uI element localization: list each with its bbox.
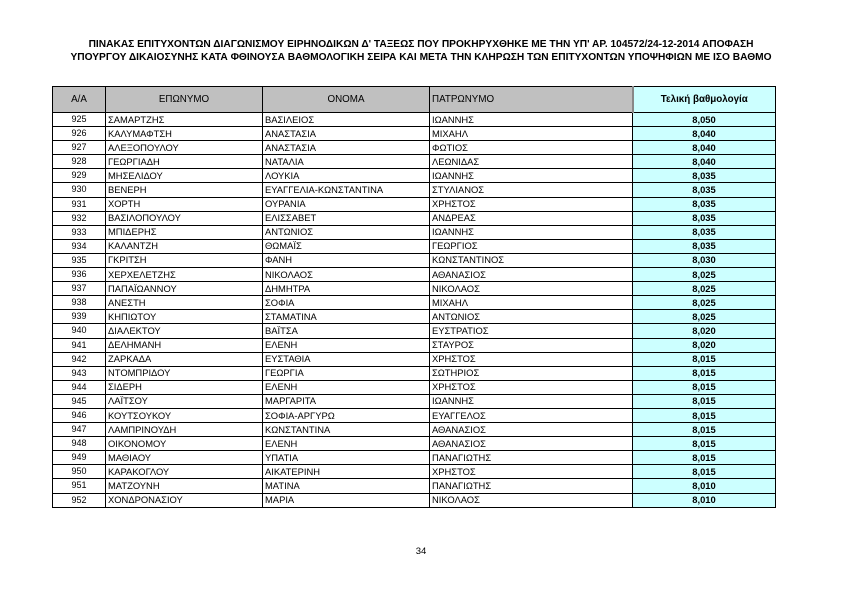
grade-cell: 8,010 — [633, 479, 776, 493]
col-header-surname: ΕΠΩΝΥΜΟ — [106, 87, 263, 113]
surname-cell: ΚΟΥΤΣΟΥΚΟΥ — [106, 408, 263, 422]
surname-cell: ΠΑΠΑΪΩΑΝΝΟΥ — [106, 282, 263, 296]
grade-cell: 8,015 — [633, 352, 776, 366]
name-cell: ΟΥΡΑΝΙΑ — [263, 197, 430, 211]
name-cell: ΒΑΣΙΛΕΙΟΣ — [263, 113, 430, 127]
table-row — [53, 296, 776, 310]
table-row — [53, 127, 776, 141]
table-row — [53, 155, 776, 169]
patronymic-cell: ΜΙΧΑΗΛ — [430, 127, 633, 141]
patronymic-cell: ΑΘΑΝΑΣΙΟΣ — [430, 268, 633, 282]
row-number: 946 — [53, 408, 106, 422]
row-number: 929 — [53, 169, 106, 183]
table-row — [53, 493, 776, 507]
table-row — [53, 183, 776, 197]
surname-cell: ΑΛΕΞΟΠΟΥΛΟΥ — [106, 141, 263, 155]
grade-cell: 8,040 — [633, 127, 776, 141]
name-cell: ΜΑΡΓΑΡΙΤΑ — [263, 394, 430, 408]
patronymic-cell: ΛΕΩΝΙΔΑΣ — [430, 155, 633, 169]
row-number: 945 — [53, 394, 106, 408]
name-cell: ΘΩΜΑΪΣ — [263, 239, 430, 253]
row-number: 950 — [53, 465, 106, 479]
row-number: 949 — [53, 451, 106, 465]
patronymic-cell: ΕΥΣΤΡΑΤΙΟΣ — [430, 324, 633, 338]
name-cell: ΛΟΥΚΙΑ — [263, 169, 430, 183]
surname-cell: ΧΟΡΤΗ — [106, 197, 263, 211]
surname-cell: ΚΑΛΑΝΤΖΗ — [106, 239, 263, 253]
grade-cell: 8,020 — [633, 324, 776, 338]
surname-cell: ΔΕΛΗΜΑΝΗ — [106, 338, 263, 352]
name-cell: ΣΟΦΙΑ-ΑΡΓΥΡΩ — [263, 408, 430, 422]
patronymic-cell: ΠΑΝΑΓΙΩΤΗΣ — [430, 451, 633, 465]
patronymic-cell: ΧΡΗΣΤΟΣ — [430, 197, 633, 211]
row-number: 934 — [53, 239, 106, 253]
grade-cell: 8,030 — [633, 253, 776, 267]
table-row — [53, 113, 776, 127]
patronymic-cell: ΙΩΑΝΝΗΣ — [430, 225, 633, 239]
name-cell: ΒΑΪΤΣΑ — [263, 324, 430, 338]
surname-cell: ΜΑΘΙΑΟΥ — [106, 451, 263, 465]
surname-cell: ΟΙΚΟΝΟΜΟΥ — [106, 437, 263, 451]
name-cell: ΕΥΣΤΑΘΙΑ — [263, 352, 430, 366]
grade-cell: 8,040 — [633, 155, 776, 169]
table-row — [53, 380, 776, 394]
name-cell: ΕΛΕΝΗ — [263, 380, 430, 394]
patronymic-cell: ΕΥΑΓΓΕΛΟΣ — [430, 408, 633, 422]
patronymic-cell: ΣΤΑΥΡΟΣ — [430, 338, 633, 352]
name-cell: ΕΛΕΝΗ — [263, 338, 430, 352]
surname-cell: ΧΟΝΔΡΟΝΑΣΙΟΥ — [106, 493, 263, 507]
row-number: 947 — [53, 423, 106, 437]
table-row — [53, 394, 776, 408]
surname-cell: ΓΚΡΙΤΣΗ — [106, 253, 263, 267]
name-cell: ΦΑΝΗ — [263, 253, 430, 267]
patronymic-cell: ΓΕΩΡΓΙΟΣ — [430, 239, 633, 253]
surname-cell: ΒΑΣΙΛΟΠΟΥΛΟΥ — [106, 211, 263, 225]
patronymic-cell: ΝΙΚΟΛΑΟΣ — [430, 493, 633, 507]
col-header-patronymic: ΠΑΤΡΩΝΥΜΟ — [430, 87, 633, 113]
name-cell: ΝΙΚΟΛΑΟΣ — [263, 268, 430, 282]
row-number: 952 — [53, 493, 106, 507]
surname-cell: ΣΙΔΕΡΗ — [106, 380, 263, 394]
grade-cell: 8,040 — [633, 141, 776, 155]
surname-cell: ΚΗΠΙΩΤΟΥ — [106, 310, 263, 324]
grade-cell: 8,015 — [633, 394, 776, 408]
document-title-line-2: ΥΠΟΥΡΓΟΥ ΔΙΚΑΙΟΣΥΝΗΣ ΚΑΤΑ ΦΘΙΝΟΥΣΑ ΒΑΘΜΟΛΟΓΙΚΗ ΣΕΙΡΑ ΚΑΙ ΜΕΤΑ ΤΗΝ ΚΛΗΡΩΣΗ ΤΩΝ ΕΠΙΤΥΧΟΝΤΩΝ ΥΠΟΨΗΦΙΩΝ ΜΕ ΙΣΟ ΒΑΘΜΟ — [70, 52, 772, 63]
grade-cell: 8,025 — [633, 282, 776, 296]
name-cell: ΜΑΡΙΑ — [263, 493, 430, 507]
name-cell: ΑΝΑΣΤΑΣΙΑ — [263, 127, 430, 141]
table-row — [53, 408, 776, 422]
table-row — [53, 338, 776, 352]
patronymic-cell: ΧΡΗΣΤΟΣ — [430, 352, 633, 366]
patronymic-cell: ΣΩΤΗΡΙΟΣ — [430, 366, 633, 380]
name-cell: ΥΠΑΤΙΑ — [263, 451, 430, 465]
row-number: 933 — [53, 225, 106, 239]
grade-cell: 8,035 — [633, 169, 776, 183]
table-row — [53, 324, 776, 338]
table-header-row — [53, 87, 776, 113]
patronymic-cell: ΠΑΝΑΓΙΩΤΗΣ — [430, 479, 633, 493]
name-cell: ΑΝΤΩΝΙΟΣ — [263, 225, 430, 239]
table-body — [53, 113, 776, 508]
row-number: 943 — [53, 366, 106, 380]
table-row — [53, 451, 776, 465]
row-number: 944 — [53, 380, 106, 394]
table-row — [53, 253, 776, 267]
patronymic-cell: ΧΡΗΣΤΟΣ — [430, 465, 633, 479]
surname-cell: ΚΑΛΥΜΑΦΤΣΗ — [106, 127, 263, 141]
name-cell: ΓΕΩΡΓΙΑ — [263, 366, 430, 380]
grade-cell: 8,015 — [633, 408, 776, 422]
table-row — [53, 465, 776, 479]
name-cell: ΚΩΝΣΤΑΝΤΙΝΑ — [263, 423, 430, 437]
row-number: 931 — [53, 197, 106, 211]
row-number: 938 — [53, 296, 106, 310]
grade-cell: 8,025 — [633, 296, 776, 310]
surname-cell: ΛΑΜΠΡΙΝΟΥΔΗ — [106, 423, 263, 437]
surname-cell: ΜΠΙΔΕΡΗΣ — [106, 225, 263, 239]
name-cell: ΝΑΤΑΛΙΑ — [263, 155, 430, 169]
patronymic-cell: ΧΡΗΣΤΟΣ — [430, 380, 633, 394]
patronymic-cell: ΜΙΧΑΗΛ — [430, 296, 633, 310]
page-number: 34 — [415, 546, 427, 557]
table-row — [53, 211, 776, 225]
name-cell: ΕΛΕΝΗ — [263, 437, 430, 451]
surname-cell: ΓΕΩΡΓΙΑΔΗ — [106, 155, 263, 169]
name-cell: ΣΤΑΜΑΤΙΝΑ — [263, 310, 430, 324]
row-number: 948 — [53, 437, 106, 451]
patronymic-cell: ΙΩΑΝΝΗΣ — [430, 113, 633, 127]
row-number: 941 — [53, 338, 106, 352]
patronymic-cell: ΑΘΑΝΑΣΙΟΣ — [430, 437, 633, 451]
grade-cell: 8,035 — [633, 239, 776, 253]
name-cell: ΑΝΑΣΤΑΣΙΑ — [263, 141, 430, 155]
row-number: 939 — [53, 310, 106, 324]
name-cell: ΔΗΜΗΤΡΑ — [263, 282, 430, 296]
surname-cell: ΝΤΟΜΠΡΙΔΟΥ — [106, 366, 263, 380]
table-row — [53, 310, 776, 324]
row-number: 936 — [53, 268, 106, 282]
row-number: 942 — [53, 352, 106, 366]
row-number: 926 — [53, 127, 106, 141]
name-cell: ΕΥΑΓΓΕΛΙΑ-ΚΩΝΣΤΑΝΤΙΝΑ — [263, 183, 430, 197]
grade-cell: 8,015 — [633, 437, 776, 451]
row-number: 932 — [53, 211, 106, 225]
surname-cell: ΜΗΣΕΛΙΔΟΥ — [106, 169, 263, 183]
row-number: 927 — [53, 141, 106, 155]
table-row — [53, 239, 776, 253]
grade-cell: 8,025 — [633, 268, 776, 282]
grade-cell: 8,035 — [633, 211, 776, 225]
surname-cell: ΧΕΡΧΕΛΕΤΖΗΣ — [106, 268, 263, 282]
surname-cell: ΖΑΡΚΑΔΑ — [106, 352, 263, 366]
patronymic-cell: ΙΩΑΝΝΗΣ — [430, 394, 633, 408]
patronymic-cell: ΝΙΚΟΛΑΟΣ — [430, 282, 633, 296]
table-row — [53, 268, 776, 282]
grade-cell: 8,035 — [633, 183, 776, 197]
surname-cell: ΑΝΕΣΤΗ — [106, 296, 263, 310]
patronymic-cell: ΑΘΑΝΑΣΙΟΣ — [430, 423, 633, 437]
grade-cell: 8,035 — [633, 225, 776, 239]
row-number: 951 — [53, 479, 106, 493]
patronymic-cell: ΚΩΝΣΤΑΝΤΙΝΟΣ — [430, 253, 633, 267]
row-number: 935 — [53, 253, 106, 267]
row-number: 930 — [53, 183, 106, 197]
patronymic-cell: ΦΩΤΙΟΣ — [430, 141, 633, 155]
col-header-grade: Τελική βαθμολογία — [633, 87, 776, 113]
grade-cell: 8,020 — [633, 338, 776, 352]
col-header-name: ΟΝΟΜΑ — [263, 87, 430, 113]
name-cell: ΜΑΤΙΝΑ — [263, 479, 430, 493]
grade-cell: 8,025 — [633, 310, 776, 324]
col-header-aa: Α/Α — [53, 87, 106, 113]
table-row — [53, 366, 776, 380]
grade-cell: 8,010 — [633, 493, 776, 507]
grade-cell: 8,015 — [633, 465, 776, 479]
results-table — [52, 86, 776, 508]
table-row — [53, 479, 776, 493]
row-number: 940 — [53, 324, 106, 338]
surname-cell: ΚΑΡΑΚΟΓΛΟΥ — [106, 465, 263, 479]
patronymic-cell: ΑΝΤΩΝΙΟΣ — [430, 310, 633, 324]
patronymic-cell: ΣΤΥΛΙΑΝΟΣ — [430, 183, 633, 197]
table-row — [53, 437, 776, 451]
grade-cell: 8,015 — [633, 380, 776, 394]
grade-cell: 8,015 — [633, 451, 776, 465]
table-row — [53, 169, 776, 183]
name-cell: ΑΙΚΑΤΕΡΙΝΗ — [263, 465, 430, 479]
grade-cell: 8,015 — [633, 366, 776, 380]
name-cell: ΣΟΦΙΑ — [263, 296, 430, 310]
name-cell: ΕΛΙΣΣΑΒΕΤ — [263, 211, 430, 225]
table-row — [53, 225, 776, 239]
patronymic-cell: ΙΩΑΝΝΗΣ — [430, 169, 633, 183]
row-number: 937 — [53, 282, 106, 296]
table-row — [53, 141, 776, 155]
surname-cell: ΜΑΤΖΟΥΝΗ — [106, 479, 263, 493]
table-row — [53, 197, 776, 211]
patronymic-cell: ΑΝΔΡΕΑΣ — [430, 211, 633, 225]
surname-cell: ΔΙΑΛΕΚΤΟΥ — [106, 324, 263, 338]
table-row — [53, 282, 776, 296]
table-row — [53, 352, 776, 366]
grade-cell: 8,035 — [633, 197, 776, 211]
surname-cell: ΛΑΪΤΣΟΥ — [106, 394, 263, 408]
row-number: 925 — [53, 113, 106, 127]
surname-cell: ΒΕΝΕΡΗ — [106, 183, 263, 197]
surname-cell: ΣΑΜΑΡΤΖΗΣ — [106, 113, 263, 127]
grade-cell: 8,015 — [633, 423, 776, 437]
row-number: 928 — [53, 155, 106, 169]
document-title-line-1: ΠΙΝΑΚΑΣ ΕΠΙΤΥΧΟΝΤΩΝ ΔΙΑΓΩΝΙΣΜΟΥ ΕΙΡΗΝΟΔΙΚΩΝ Δ' ΤΑΞΕΩΣ ΠΟΥ ΠΡΟΚΗΡΥΧΘΗΚΕ ΜΕ ΤΗΝ ΥΠ' ΑΡ. 104572/24-12-2014 ΑΠΟΦΑΣΗ — [88, 39, 754, 50]
grade-cell: 8,050 — [633, 113, 776, 127]
table-row — [53, 423, 776, 437]
